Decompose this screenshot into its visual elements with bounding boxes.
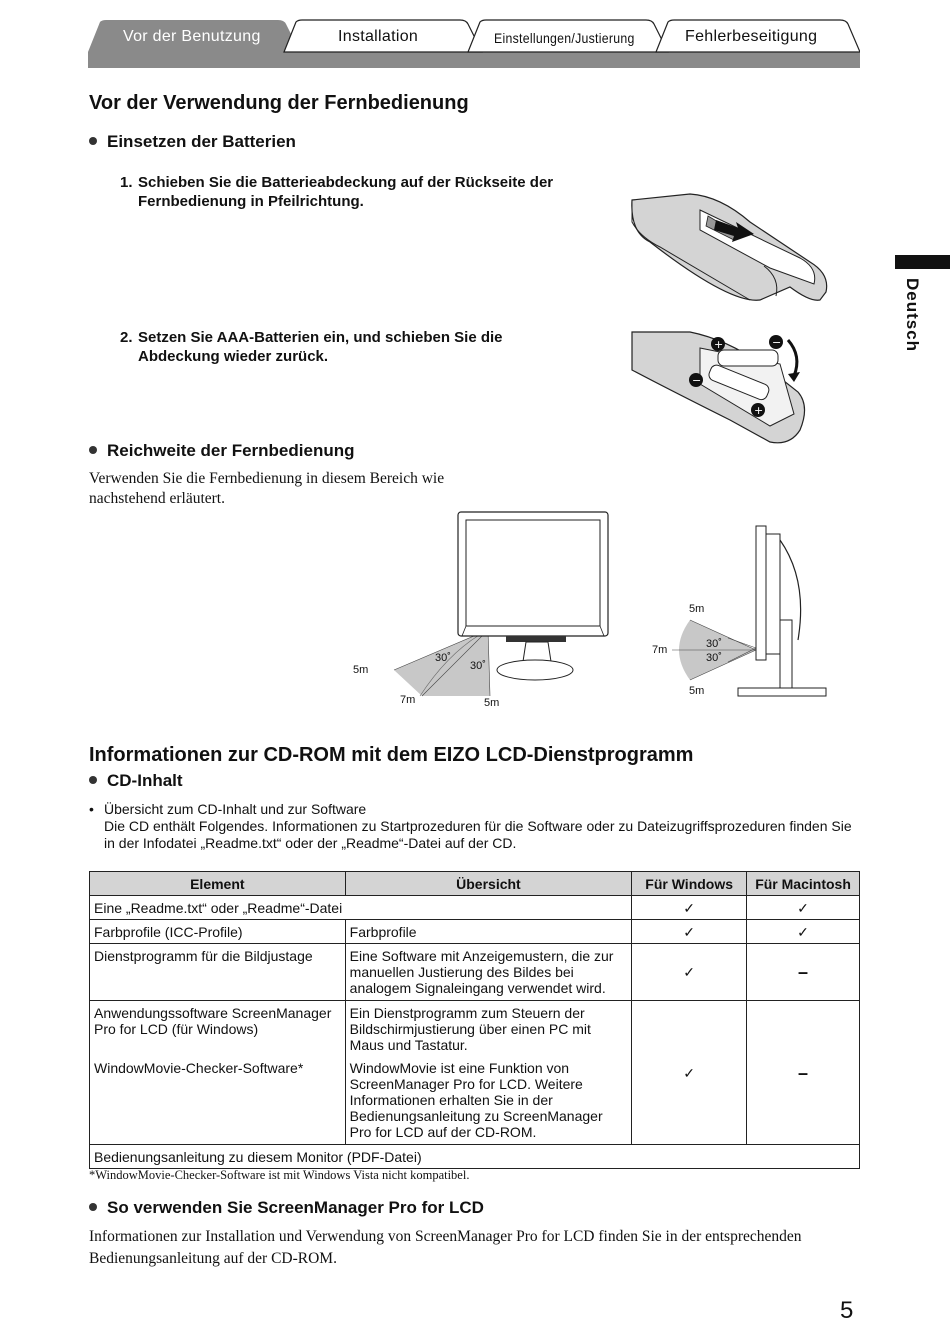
cd-section-title: Informationen zur CD-ROM mit dem EIZO LCD-Dienstprogramm [89, 744, 694, 766]
table-row [90, 1145, 860, 1169]
cell-element: Eine „Readme.txt“ oder „Readme“-Datei [90, 896, 632, 920]
cell-element: Bedienungsanleitung zu diesem Monitor (PDF-Datei) [90, 1145, 860, 1169]
table-row [90, 920, 860, 944]
svg-text:+: + [714, 338, 724, 351]
bullet-dot-icon [89, 137, 97, 145]
page-title: Vor der Verwendung der Fernbedienung [89, 92, 469, 114]
front-dist-bottom-left-label: 7m [400, 694, 416, 706]
cell-overview: Eine Software mit Anzeigemustern, die zur manuellen Justierung des Bildes bei analogem Signaleingang verwendet wird. [345, 944, 632, 1001]
tab-fehlerbeseitigung[interactable]: Fehlerbeseitigung [685, 28, 818, 45]
heading-batteries: Einsetzen der Batterien [89, 132, 296, 152]
table-row [90, 896, 860, 920]
cell-overview: Farbprofile [345, 920, 632, 944]
check-icon: ✓ [747, 896, 860, 920]
column-header: Für Windows [632, 872, 747, 896]
step-2: 2. Setzen Sie AAA-Batterien ein, und schieben Sie die Abdeckung wieder zurück. [120, 329, 503, 365]
svg-text:−: − [772, 336, 782, 349]
dash-icon: – [747, 1001, 860, 1145]
side-angle-top-label: 30˚ [706, 638, 722, 650]
check-icon: ✓ [747, 920, 860, 944]
remote-batteries-illustration [630, 330, 810, 450]
heading-usage: So verwenden Sie ScreenManager Pro for LCD [89, 1198, 484, 1218]
table-row [90, 944, 860, 1001]
side-angle-bottom-label: 30˚ [706, 652, 722, 664]
side-dist-left-label: 7m [652, 644, 668, 656]
cell-element: Anwendungssoftware ScreenManager Pro for LCD (für Windows) [94, 1005, 332, 1037]
page-number: 5 [840, 1297, 854, 1324]
step-1: 1. Schieben Sie die Batterieabdeckung auf der Rückseite der Fernbedienung in Pfeilrichtung. [120, 174, 554, 210]
heading-range: Reichweite der Fernbedienung [89, 441, 355, 461]
check-icon: ✓ [632, 1001, 747, 1145]
check-icon: ✓ [632, 896, 747, 920]
column-header: Übersicht [345, 872, 632, 896]
side-dist-bottom-label: 5m [689, 685, 705, 697]
column-header: Für Macintosh [747, 872, 860, 896]
column-header: Element [90, 872, 346, 896]
cell-element: Dienstprogramm für die Bildjustage [90, 944, 346, 1001]
cd-content-table [89, 871, 860, 1169]
tab-installation[interactable]: Installation [338, 28, 419, 45]
tab-einstellungen[interactable]: Einstellungen/Justierung [494, 30, 635, 46]
check-icon: ✓ [632, 920, 747, 944]
remote-open-cover-illustration [630, 192, 830, 307]
bullet-dot-icon [89, 446, 97, 454]
cell-overview: WindowMovie ist eine Funktion von ScreenManager Pro for LCD. Weitere Informationen erhalten Sie in der Bedienungsanleitung zu ScreenManager Pro for LCD auf der CD-ROM. [349, 1060, 603, 1140]
heading-cd-content: CD-Inhalt [89, 771, 183, 791]
monitor-front-range-diagram [370, 510, 620, 710]
cell-overview: Ein Dienstprogramm zum Steuern der Bildschirmjustierung über einen PC mit Maus und Tastatur. [349, 1005, 591, 1053]
tab-vor-der-benutzung[interactable]: Vor der Benutzung [123, 28, 261, 45]
side-language-marker [895, 255, 950, 269]
front-angle-right-label: 30˚ [470, 660, 486, 672]
dash-icon: – [747, 944, 860, 1001]
side-language-label: Deutsch [903, 278, 922, 353]
cd-overview-text: • Übersicht zum CD-Inhalt und zur Software Die CD enthält Folgendes. Informationen zu Startprozeduren für die Software oder zu Dateizugriffsprozeduren finden Sie in der Infodatei „Readme.txt“ oder der „Readme“-Datei auf der CD. [89, 801, 852, 851]
bullet-dot-icon [89, 776, 97, 784]
table-header-row [90, 872, 860, 896]
section-tabs [88, 18, 860, 68]
cell-element: WindowMovie-Checker-Software* [94, 1060, 304, 1076]
cell-element: Farbprofile (ICC-Profile) [90, 920, 346, 944]
usage-text: Informationen zur Installation und Verwendung von ScreenManager Pro for LCD finden Sie in der entsprechenden Bedienungsanleitung auf der CD-ROM. [89, 1228, 802, 1267]
bullet-dot-icon [89, 1203, 97, 1211]
range-intro-text: Verwenden Sie die Fernbedienung in diesem Bereich wie nachstehend erläutert. [89, 470, 445, 507]
svg-text:+: + [754, 404, 764, 417]
cell-element-group [90, 1001, 346, 1145]
table-row [90, 1001, 860, 1145]
check-icon: ✓ [632, 944, 747, 1001]
front-dist-left-label: 5m [353, 664, 369, 676]
front-angle-left-label: 30˚ [435, 652, 451, 664]
front-dist-bottom-right-label: 5m [484, 697, 500, 709]
side-dist-top-label: 5m [689, 603, 705, 615]
cell-overview-group [345, 1001, 632, 1145]
table-footnote: *WindowMovie-Checker-Software ist mit Windows Vista nicht kompatibel. [89, 1168, 470, 1182]
svg-text:−: − [692, 374, 702, 387]
